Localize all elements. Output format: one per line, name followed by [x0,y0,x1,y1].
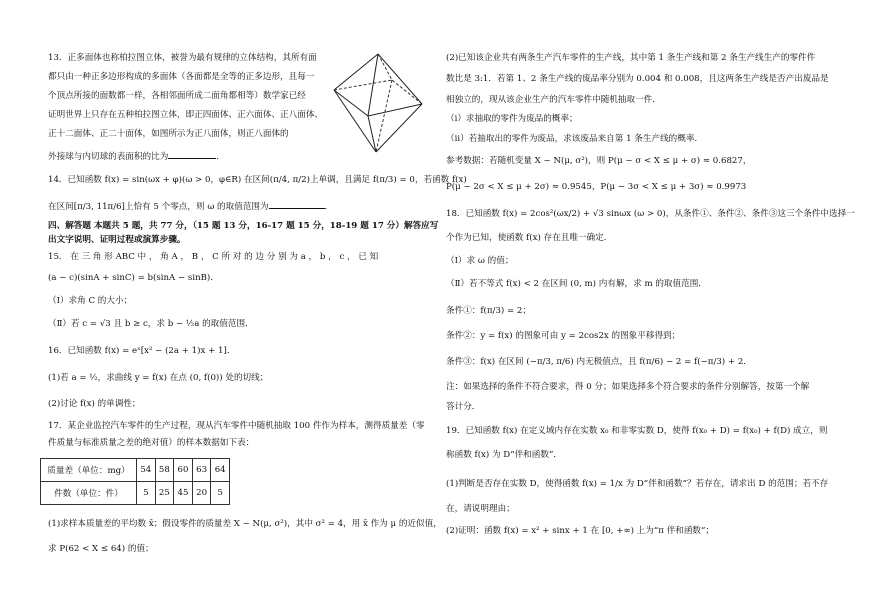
q18-part-2: （Ⅱ）若不等式 f(x) < 2 在区间 (0, m) 内有解，求 m 的取值范围． [446,279,707,289]
reference-data-2: P(μ − 2σ < X ≤ μ + 2σ) ≈ 0.9545，P(μ − 3σ < X ≤ μ + 3σ) ≈ 0.9973 [446,182,747,192]
table-row-label: 质量差（单位：mg） [41,459,137,482]
q15-line-1: 15． 在 三 角 形 ABC 中 ， 角 A ， B ， C 所 对 的 边 分 别 为 a ， b ， c ， 已 知 [48,252,379,262]
q19-line-1: 19．已知函数 f(x) 在定义域内存在实数 x₀ 和非零实数 D，使得 f(x₀ + D) = f(x₀) + f(D) 成立，则 [446,426,828,436]
q13-answer-blank [168,149,216,159]
q19-part-1-line-2: 在，请说明理由； [446,504,515,514]
table-cell: 25 [155,482,174,505]
q17-line-1: 17．某企业监控汽车零件的生产过程，现从汽车零件中随机抽取 100 件作为样本，测得质量差（零 [48,421,425,431]
table-cell: 45 [174,482,193,505]
section-heading-2: 出文字说明、证明过程或演算步骤。 [48,235,186,245]
q13-line-4: 证明世界上只存在五种柏拉图立体，即正四面体、正六面体、正八面体、 [48,110,324,120]
q19-part-1-line-1: (1)判断是否存在实数 D，使得函数 f(x) = 1/x 为 D“伴和函数”？若存在，请求出 D 的范围；若不存 [446,479,829,489]
q15-part-2: （Ⅱ）若 c = √3 且 b ≥ c，求 b − ½a 的取值范围． [48,319,254,329]
q18-line-1: 18．已知函数 f(x) = 2cos²(ωx/2) + √3 sinωx (ω > 0)，从条件①、条件②、条件③这三个条件中选择一 [446,209,855,219]
q13-line-6: 外接球与内切球的表面积的比为 ． [48,149,225,163]
q14-answer-blank [269,199,325,209]
table-cell: 58 [155,459,174,482]
q18-condition-2: 条件②：y = f(x) 的图象可由 y = 2cos2x 的图象平移得到； [446,331,681,341]
table-row [41,459,230,482]
table-cell: 64 [211,459,230,482]
q14-line-2: 在区间[π/3, 11π/6]上恰有 5 个零点，则 ω 的取值范围为 ． [48,199,333,213]
q17-part-2-line-1: (2)已知该企业共有两条生产汽车零件的生产线，其中第 1 条生产线和第 2 条生产线生产的零件件 [446,53,816,63]
q17-part-1-line-2: 求 P(62 < X ≤ 64) 的值； [48,544,154,554]
q18-line-2: 个作为已知，使函数 f(x) 存在且唯一确定． [446,233,613,243]
table-cell: 63 [192,459,211,482]
q17-sub-ii: （ⅱ）若抽取出的零件为废品，求该废品来自第 1 条生产线的概率． [446,134,704,144]
q15-line-2: (a − c)(sinA + sinC) = b(sinA − sinB)． [48,273,219,283]
q15-part-1: （Ⅰ）求角 C 的大小； [48,296,133,306]
table-cell: 20 [192,482,211,505]
table-cell: 5 [137,482,156,505]
quality-table [40,458,230,505]
table-cell: 5 [211,482,230,505]
section-heading-1: 四、解答题 本题共 5 题，共 77 分，（15 题 13 分，16-17 题 15 分，18-19 题 17 分）解答应写 [48,221,439,231]
q17-sub-i: （ⅰ）求抽取的零件为废品的概率； [446,114,578,124]
q18-note-2: 答计分． [446,402,481,412]
q16-part-2: (2)讨论 f(x) 的单调性； [48,399,141,409]
q14-line-2-text: 在区间[π/3, 11π/6]上恰有 5 个零点，则 ω 的取值范围为 [48,202,269,212]
q13-line-1: 13．正多面体也称柏拉图立体，被誉为最有规律的立体结构，其所有面 [48,53,317,63]
table-row [41,482,230,505]
q16-part-1: (1)若 a = ½，求曲线 y = f(x) 在点 (0, f(0)) 处的切线； [48,373,269,383]
q19-line-2: 称函数 f(x) 为 D“伴和函数”． [446,450,562,460]
q16-line-1: 16．已知函数 f(x) = eˣ[x² − (2a + 1)x + 1]． [48,346,236,356]
q18-note-1: 注：如果选择的条件不符合要求，得 0 分；如果选择多个符合要求的条件分别解答，按第一个解 [446,382,810,392]
q18-condition-1: 条件①：f(π/3) = 2； [446,306,531,316]
q14-line-1: 14．已知函数 f(x) = sin(ωx + φ)(ω > 0，φ∈R) 在区间(π/4, π/2)上单调，且满足 f(π/3) = 0，若函数 f(x) [48,175,467,185]
q13-line-3: 个顶点所接的面数都一样，各相邻面所成二面角都相等）数学家已经 [48,91,306,101]
q18-condition-3: 条件③：f(x) 在区间 (−π/3, π/6) 内无极值点，且 f(π/6) − 2 = f(−π/3) + 2． [446,357,752,367]
reference-data-1: 参考数据：若随机变量 X ~ N(μ, σ²)，则 P(μ − σ < X ≤ μ + σ) ≈ 0.6827， [446,156,752,166]
octahedron-figure [330,52,428,154]
table-row-label: 件数（单位：件） [41,482,137,505]
q13-line-6-text: 外接球与内切球的表面积的比为 [48,152,169,162]
q19-part-2: (2)证明：函数 f(x) = x² + sinx + 1 在 [0, +∞) 上为“π 伴和函数”； [446,526,715,536]
q17-part-2-line-2: 数比是 3:1．若第 1、2 条生产线的废品率分别为 0.004 和 0.008，且这两条生产线是否产出废品是 [446,74,829,84]
q18-part-1: （Ⅰ）求 ω 的值； [446,256,514,266]
q13-line-2: 都只由一种正多边形构成的多面体（各面都是全等的正多边形，且每一 [48,72,315,82]
q13-line-5: 正十二面体、正二十面体，如图所示为正八面体，则正八面体的 [48,129,289,139]
q17-part-2-line-3: 相独立的，现从该企业生产的汽车零件中随机抽取一件． [446,95,661,105]
q17-line-2: 件质量与标准质量之差的绝对值）的样本数据如下表： [48,438,255,448]
table-cell: 54 [137,459,156,482]
q17-part-1-line-1: (1)求样本质量差的平均数 x̄；假设零件的质量差 X ~ N(μ, σ²)，其中 σ² = 4，用 x̄ 作为 μ 的近似值， [48,519,442,529]
table-cell: 60 [174,459,193,482]
